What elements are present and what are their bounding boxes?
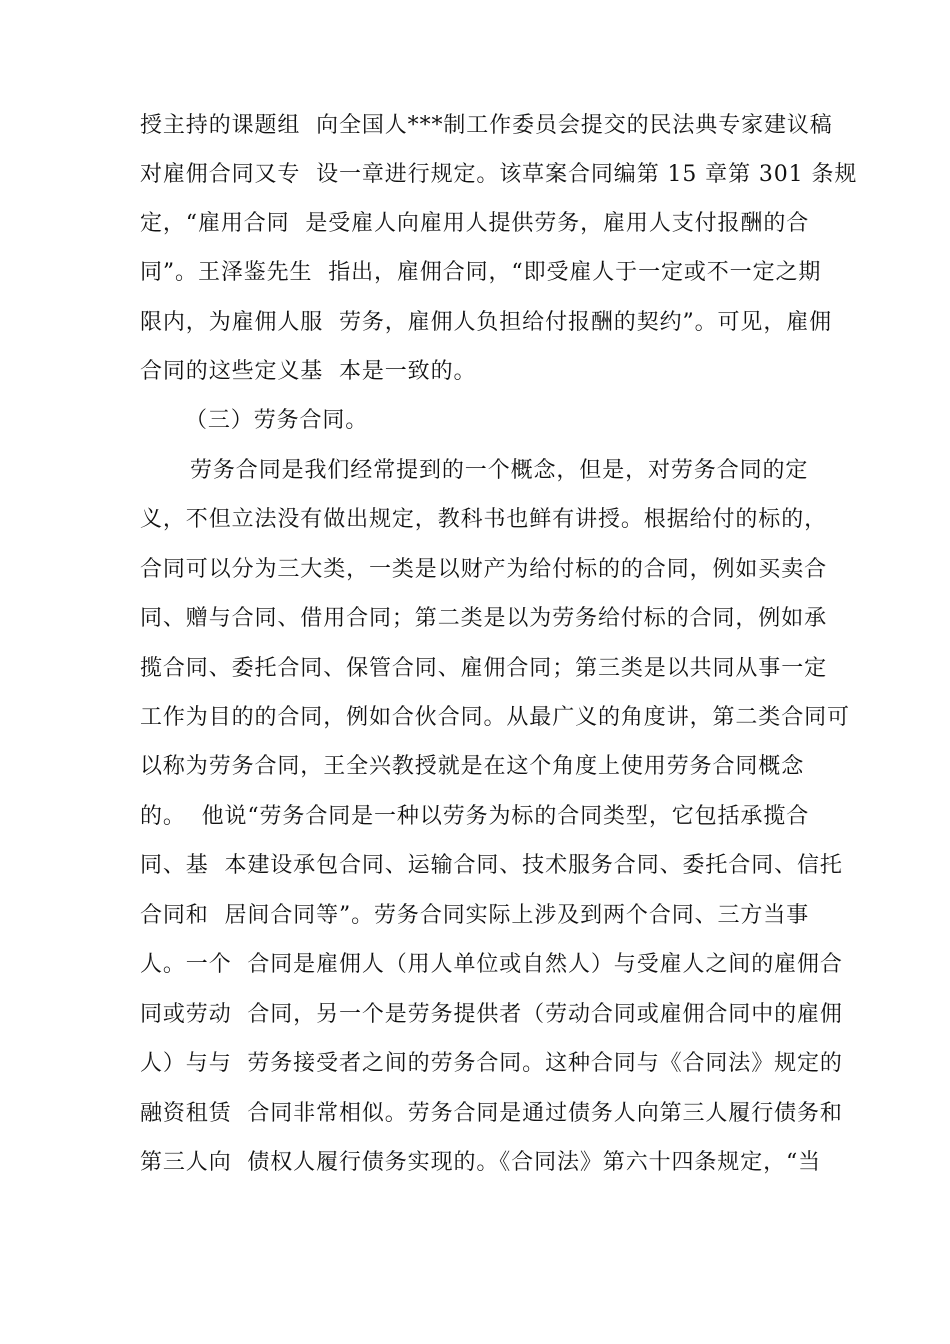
text-line: 合同可以分为三大类，一类是以财产为给付标的的合同，例如买卖合	[140, 557, 828, 582]
text-line: 的。 他说“劳务合同是一种以劳务为标的合同类型，它包括承揽合	[140, 804, 810, 829]
text-line: 授主持的课题组 向全国人***制工作委员会提交的民法典专家建议稿	[140, 113, 833, 138]
text-line: 揽合同、委托合同、保管合同、雇佣合同；第三类是以共同从事一定	[140, 656, 828, 681]
text-line: 融资租赁 合同非常相似。劳务合同是通过债务人向第三人履行债务和	[140, 1101, 843, 1126]
section-heading: （三）劳务合同。	[185, 408, 369, 433]
text-line: 同、基 本建设承包合同、运输合同、技术服务合同、委托合同、信托	[140, 853, 843, 878]
text-line: 定，“雇用合同 是受雇人向雇用人提供劳务，雇用人支付报酬的合	[140, 211, 810, 236]
text-line: 以称为劳务合同，王全兴教授就是在这个角度上使用劳务合同概念	[140, 754, 805, 779]
text-line: 限内，为雇佣人服 劳务，雇佣人负担给付报酬的契约”。可见，雇佣	[140, 310, 833, 335]
text-line: 工作为目的的合同，例如合伙合同。从最广义的角度讲，第二类合同可	[140, 705, 850, 730]
text-line: 对雇佣合同又专 设一章进行规定。该草案合同编第 15 章第 301 条规	[140, 162, 858, 187]
text-line: 义，不但立法没有做出规定，教科书也鲜有讲授。根据给付的标的，	[140, 507, 828, 532]
text-line: 合同和 居间合同等”。劳务合同实际上涉及到两个合同、三方当事	[140, 903, 810, 928]
text-line: 同或劳动 合同，另一个是劳务提供者（劳动合同或雇佣合同中的雇佣	[140, 1002, 843, 1027]
text-line: 同、赠与合同、借用合同；第二类是以为劳务给付标的合同，例如承	[140, 606, 828, 631]
text-line: 人）与与 劳务接受者之间的劳务合同。这种合同与《合同法》规定的	[140, 1051, 843, 1076]
text-line: 合同的这些定义基 本是一致的。	[140, 359, 477, 384]
text-line: 人。一个 合同是雇佣人（用人单位或自然人）与受雇人之间的雇佣合	[140, 952, 843, 977]
paragraph-first-line: 劳务合同是我们经常提到的一个概念，但是，对劳务合同的定	[190, 458, 809, 483]
text-line: 第三人向 债权人履行债务实现的。《合同法》第六十四条规定，“当	[140, 1150, 822, 1175]
text-line: 同”。王泽鉴先生 指出，雇佣合同，“即受雇人于一定或不一定之期	[140, 260, 822, 285]
